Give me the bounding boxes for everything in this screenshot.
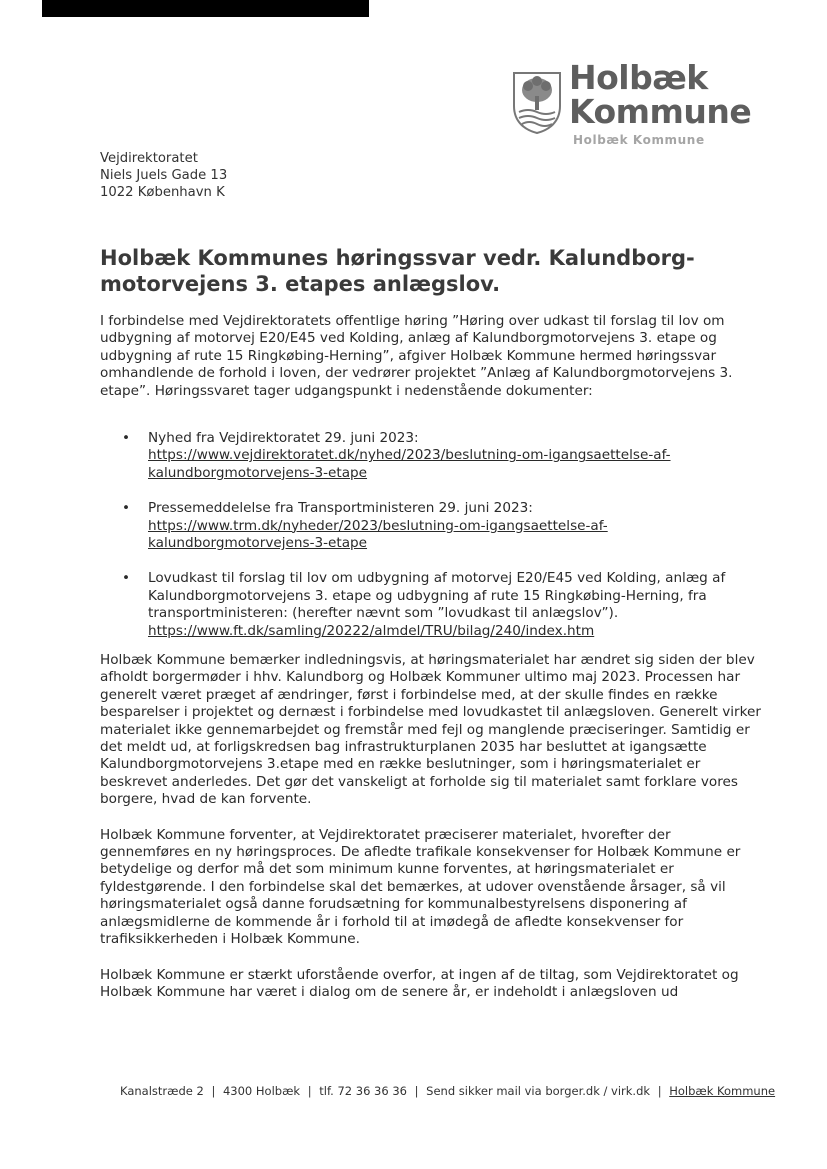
recipient-name: Vejdirektoratet [100, 151, 198, 166]
footer-address: Kanalstræde 2 [120, 1084, 204, 1098]
logo-name-line1: Holbæk [569, 58, 708, 97]
coat-of-arms-icon [511, 70, 563, 134]
logo-name-line2: Kommune [569, 92, 752, 131]
footer-separator: | [211, 1084, 216, 1098]
list-item [100, 500, 760, 552]
recipient-address [100, 150, 227, 201]
list-item [100, 570, 760, 640]
footer-separator: | [414, 1084, 419, 1098]
body-paragraph: Holbæk Kommune er stærkt uforstående overfor, at ingen af de tiltag, som Vejdirektoratet og Holbæk Kommune har været i dialog om de senere år, er indeholdt i anlægsloven ud [100, 966, 739, 1000]
footer-name-link[interactable]: Holbæk Kommune [669, 1084, 776, 1098]
body-paragraph: Holbæk Kommune bemærker indledningsvis, at høringsmaterialet har ændret sig siden der blev afholdt borgermøder i hhv. Kalundborg og Holbæk Kommuner ultimo maj 2023. Processen har generelt været præget af ændringer, først i forbindelse med, at der skulle findes en række besparelser i projektet og dernæst i forbindelse med lovudkastet til anlægsloven. Generelt virker materialet ikke gennemarbejdet og fremstår med fejl og manglende præciseringer. Samtidig er det meldt ud, at forligskredsen bag infrastrukturplanen 2035 har besluttet at igangsætte Kalundborgmotorvejens 3.etape med en række beslutninger, som i høringsmaterialet er beskrevet anderledes. Det gør det vanskeligt at forholde sig til materialet samt forklare vores borgere, hvad de kan forvente. [100, 652, 761, 808]
bullet: • [122, 430, 131, 446]
footer-separator: | [307, 1084, 312, 1098]
list-item [100, 430, 760, 482]
document-title: Holbæk Kommunes høringssvar vedr. Kalundborg-motorvejens 3. etapes anlægslov. [100, 246, 695, 296]
bullet: • [122, 570, 131, 587]
logo-subtitle: Holbæk Kommune [573, 133, 705, 147]
page-footer [120, 1084, 775, 1098]
recipient-street: Niels Juels Gade 13 [100, 168, 228, 183]
footer-city: 4300 Holbæk [222, 1084, 301, 1098]
reference-link[interactable]: https://www.vejdirektoratet.dk/nyhed/2023/beslutning-om-igangsaettelse-af-kalundborgmotorvejens-3-etape [148, 447, 671, 481]
bullet: • [122, 500, 131, 517]
reference-text: Lovudkast til forslag til lov om udbygning af motorvej E20/E45 ved Kolding, anlæg af Kalundborgmotorvejens 3. etape og udbygning af rute 15 Ringkøbing-Herning, fra transportministeren: (herefter nævnt som ”lovudkast til anlægslov”). [148, 570, 726, 622]
footer-mail: Send sikker mail via borger.dk / virk.dk [426, 1084, 651, 1098]
footer-phone: tlf. 72 36 36 36 [319, 1084, 407, 1098]
reference-list [100, 430, 760, 658]
footer-separator: | [657, 1084, 662, 1098]
reference-text: Nyhed fra Vejdirektoratet 29. juni 2023: [148, 430, 419, 446]
reference-text: Pressemeddelelse fra Transportministeren 29. juni 2023: [148, 500, 533, 517]
reference-link[interactable]: https://www.trm.dk/nyheder/2023/beslutning-om-igangsaettelse-af-kalundborgmotorvejens-3-etape [148, 517, 608, 552]
redaction-bar [42, 0, 369, 17]
reference-link[interactable]: https://www.ft.dk/samling/20222/almdel/TRU/bilag/240/index.htm [148, 622, 595, 639]
intro-paragraph: I forbindelse med Vejdirektoratets offentlige høring ”Høring over udkast til forslag til lov om udbygning af motorvej E20/E45 ved Kolding, anlæg af Kalundborgmotorvejens 3. etape og udbygning af rute 15 Ringkøbing-Herning”, afgiver Holbæk Kommune hermed høringssvar omhandlende de forhold i loven, der vedrører projektet ”Anlæg af Kalundborgmotorvejens 3. etape”. Høringssvaret tager udgangspunkt i nedenstående dokumenter: [100, 313, 733, 399]
body-paragraph: Holbæk Kommune forventer, at Vejdirektoratet præciserer materialet, hvorefter der gennemføres en ny høringsproces. De afledte trafikale konsekvenser for Holbæk Kommune er betydelige og derfor må det som minimum kunne forventes, at høringsmaterialet er fyldestgørende. I den forbindelse skal det bemærkes, at udover ovenstående årsager, så vil høringsmaterialet også danne forudsætning for kommunalbestyrelsens disponering af anlægsmidlerne de kommende år i forhold til at imødegå de afledte konsekvenser for trafiksikkerheden i Holbæk Kommune. [100, 826, 741, 948]
municipality-logo [511, 58, 752, 156]
intro-section [100, 313, 760, 414]
body-section [100, 652, 762, 1019]
recipient-city: 1022 København K [100, 185, 225, 200]
